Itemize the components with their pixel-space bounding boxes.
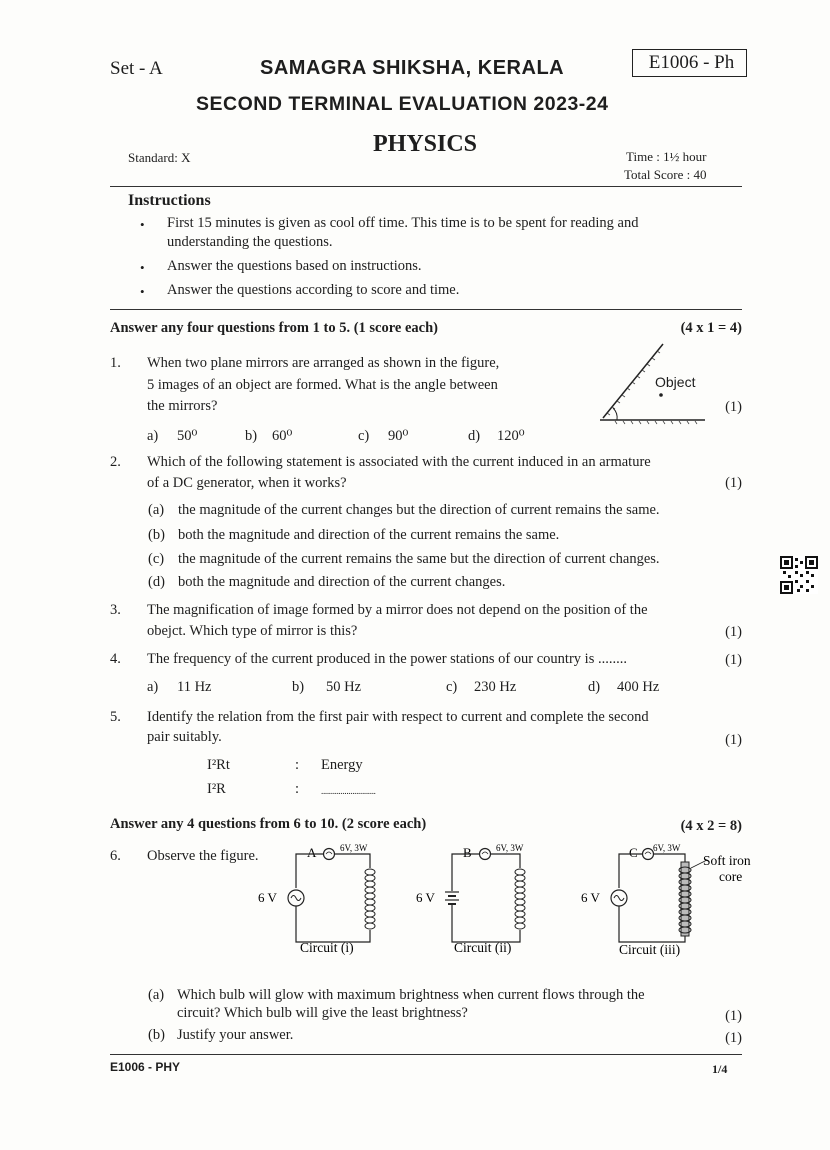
wire	[452, 905, 520, 942]
subject-title: PHYSICS	[373, 131, 478, 157]
section-1-marks: (4 x 1 = 4)	[680, 320, 742, 336]
question-5-line: Identify the relation from the first pair with respect to current and complete the second	[147, 709, 649, 725]
subpart-label: (a)	[148, 987, 165, 1003]
subpart-label: (b)	[148, 1027, 165, 1043]
question-5-line: pair suitably.	[147, 729, 222, 745]
header-divider	[110, 186, 742, 187]
instruction-line: First 15 minutes is given as cool off time. This time is to be spent for reading and	[167, 215, 639, 231]
total-score-label: Total Score : 40	[624, 167, 707, 182]
question-4-text: The frequency of the current produced in the power stations of our country is ........	[147, 651, 627, 667]
pair-separator: :	[295, 757, 300, 773]
option-label: c)	[358, 428, 370, 444]
circuit-1-caption: Circuit (i)	[300, 940, 354, 955]
footer-code: E1006 - PHY	[110, 1060, 181, 1074]
option-label: (a)	[148, 502, 165, 518]
instructions-title: Instructions	[128, 192, 211, 209]
set-label: Set - A	[110, 58, 163, 79]
bullet: •	[140, 284, 145, 299]
pair-2-blank: ............................	[321, 786, 376, 796]
question-score: (1)	[725, 652, 742, 668]
section-divider	[110, 309, 742, 310]
footer-divider	[110, 1054, 742, 1055]
section-2-marks: (4 x 2 = 8)	[680, 818, 742, 834]
option-text: 50 Hz	[326, 679, 362, 695]
question-score: (1)	[725, 1030, 742, 1046]
wire	[335, 854, 370, 868]
time-label: Time : 1½ hour	[626, 149, 707, 164]
option-text: both the magnitude and direction of the current remains the same.	[178, 527, 560, 543]
question-number: 1.	[110, 355, 121, 371]
wire	[491, 854, 520, 868]
question-number: 6.	[110, 848, 121, 864]
pair-2-term: I²R	[207, 781, 226, 797]
pair-1-relation: Energy	[321, 757, 363, 773]
circuit-2-diagram	[408, 838, 538, 973]
question-number: 4.	[110, 651, 121, 667]
bulb-a-rating: 6V, 3W	[340, 843, 368, 853]
option-text: 11 Hz	[177, 679, 212, 695]
question-score: (1)	[725, 624, 742, 640]
source-label: 6 V	[581, 890, 600, 905]
paper-code: E1006 - Ph	[637, 52, 746, 74]
option-label: (c)	[148, 551, 165, 567]
option-label: d)	[468, 428, 481, 444]
option-label: c)	[446, 679, 458, 695]
paper-code-box	[632, 49, 747, 77]
bulb-b-rating: 6V, 3W	[496, 843, 524, 853]
page-number: 1/4	[712, 1062, 728, 1076]
option-label: (d)	[148, 574, 165, 590]
option-label: b)	[292, 679, 305, 695]
organization-title: SAMAGRA SHIKSHA, KERALA	[260, 57, 565, 79]
bulb-c-icon	[643, 849, 654, 860]
option-label: d)	[588, 679, 601, 695]
bulb-a-label: A	[307, 845, 317, 860]
qr-code	[780, 556, 818, 594]
core-label: core	[719, 869, 743, 884]
option-label: b)	[245, 428, 258, 444]
inclined-mirror	[603, 344, 663, 418]
question-2-line: Which of the following statement is associated with the current induced in an armature	[147, 454, 651, 470]
coil-icon	[365, 869, 375, 929]
subpart-b-text: Justify your answer.	[177, 1027, 294, 1043]
option-text: 50⁰	[177, 428, 198, 444]
subpart-a-line: Which bulb will glow with maximum brightness when current flows through the	[177, 987, 645, 1003]
question-1-line: When two plane mirrors are arranged as shown in the figure,	[147, 355, 500, 371]
source-label: 6 V	[416, 890, 435, 905]
question-3-line: The magnification of image formed by a mirror does not depend on the position of the	[147, 602, 648, 618]
question-6-text: Observe the figure.	[147, 848, 259, 864]
option-text: 120⁰	[497, 428, 525, 444]
option-label: (b)	[148, 527, 165, 543]
option-text: the magnitude of the current changes but the direction of current remains the same.	[178, 502, 660, 518]
bulb-b-label: B	[463, 845, 472, 860]
question-score: (1)	[725, 1008, 742, 1024]
question-score: (1)	[725, 399, 742, 415]
angle-arc	[613, 408, 617, 420]
question-number: 2.	[110, 454, 121, 470]
wire	[619, 906, 685, 942]
coil-icon	[515, 869, 525, 929]
bulb-b-icon	[480, 849, 491, 860]
option-label: a)	[147, 679, 159, 695]
pair-separator: :	[295, 781, 300, 797]
circuit-3-caption: Circuit (iii)	[619, 942, 681, 957]
instruction-line: Answer the questions according to score and time.	[167, 282, 460, 298]
circuit-2-caption: Circuit (ii)	[454, 940, 512, 955]
instruction-line: understanding the questions.	[167, 234, 333, 250]
option-label: a)	[147, 428, 159, 444]
question-2-line: of a DC generator, when it works?	[147, 475, 347, 491]
exam-title: SECOND TERMINAL EVALUATION 2023-24	[196, 93, 609, 115]
instruction-line: Answer the questions based on instructions.	[167, 258, 422, 274]
question-3-line: obejct. Which type of mirror is this?	[147, 623, 358, 639]
wire	[296, 906, 370, 942]
option-text: 400 Hz	[617, 679, 660, 695]
source-label: 6 V	[258, 890, 277, 905]
bulb-c-rating: 6V, 3W	[653, 843, 681, 853]
section-2-heading: Answer any 4 questions from 6 to 10. (2 score each)	[110, 816, 427, 832]
question-score: (1)	[725, 475, 742, 491]
object-label: Object	[655, 374, 696, 390]
option-text: 230 Hz	[474, 679, 517, 695]
core-label: Soft iron	[703, 853, 751, 868]
bulb-a-icon	[324, 849, 335, 860]
option-text: both the magnitude and direction of the current changes.	[178, 574, 506, 590]
circuit-1-diagram	[252, 838, 382, 973]
bulb-c-label: C	[629, 845, 638, 860]
question-1-line: the mirrors?	[147, 398, 218, 414]
object-dot	[659, 393, 663, 397]
pair-1-term: I²Rt	[207, 757, 230, 773]
question-score: (1)	[725, 732, 742, 748]
option-text: 90⁰	[388, 428, 409, 444]
bullet: •	[140, 217, 145, 232]
dc-cell-icon	[445, 892, 459, 904]
question-number: 5.	[110, 709, 121, 725]
option-text: the magnitude of the current remains the same but the direction of current changes.	[178, 551, 660, 567]
question-1-line: 5 images of an object are formed. What is the angle between	[147, 377, 498, 393]
subpart-a-line: circuit? Which bulb will give the least brightness?	[177, 1005, 468, 1021]
wire	[654, 854, 685, 866]
circuit-3-diagram	[575, 838, 785, 973]
section-1-heading: Answer any four questions from 1 to 5. (1 score each)	[110, 320, 438, 336]
question-number: 3.	[110, 602, 121, 618]
bullet: •	[140, 260, 145, 275]
option-text: 60⁰	[272, 428, 293, 444]
standard-label: Standard: X	[128, 150, 191, 165]
